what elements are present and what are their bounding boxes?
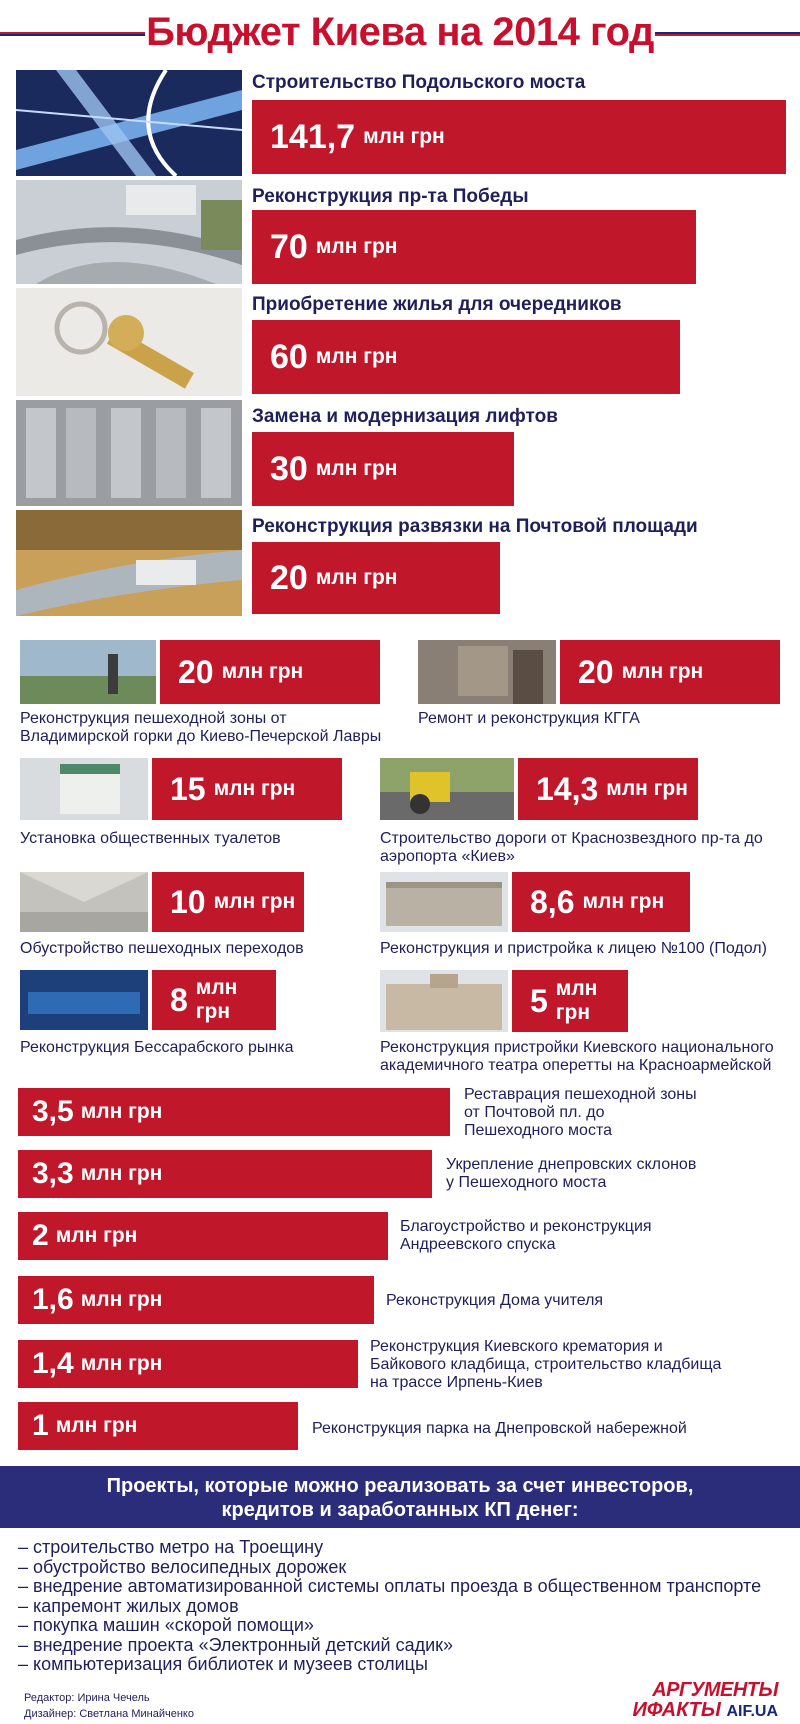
top-label-2: Реконструкция пр-та Победы (252, 186, 529, 207)
grid-label-7: Реконструкция Бессарабского рынка (20, 1039, 294, 1056)
bottom-bar-2 (18, 1150, 432, 1198)
list-item: – компьютеризация библиотек и музеев столицы (18, 1654, 428, 1674)
grid-bar-unit-1: млн грн (221, 660, 304, 683)
bottom-label-3-line1: Благоустройство и реконструкция (400, 1218, 652, 1235)
logo-line1: АРГУМЕНТЫ (652, 1679, 778, 1701)
operetta-theatre-photo (380, 970, 508, 1032)
bottom-bar-unit-5: млн грн (80, 1352, 163, 1375)
bottom-bar-unit-3: млн грн (55, 1224, 138, 1247)
grid-label-8-line1: Реконструкция пристройки Киевского национального (380, 1039, 774, 1056)
top-bar-value-5: 20 (270, 558, 308, 597)
credits (24, 1690, 194, 1722)
bottom-label-1-line2: от Почтовой пл. до (464, 1104, 605, 1121)
bottom-label-5-line2: Байкового кладбища, строительство кладбища (370, 1356, 722, 1373)
grid-bar-1 (160, 640, 380, 704)
bottom-bar-3 (18, 1212, 388, 1260)
bottom-bar-value-4: 1,6 (32, 1283, 74, 1316)
top-bar-unit-5: млн грн (315, 566, 398, 589)
list-item: – строительство метро на Троещину (18, 1537, 324, 1557)
bottom-bar-value-1: 3,5 (32, 1095, 74, 1128)
top-bar-unit-4: млн грн (315, 457, 398, 480)
top-bar-value-2: 70 (270, 227, 308, 266)
grid-label-4-line2: аэропорта «Киев» (380, 848, 515, 865)
grid-bar-3 (152, 758, 342, 820)
top-bar-1 (252, 100, 786, 174)
logo-domain: AIF.UA (726, 1703, 778, 1720)
grid-bar-4 (518, 758, 698, 820)
bottom-bar-value-3: 2 (32, 1219, 49, 1252)
investors-heading-line2: кредитов и заработанных КП денег: (221, 1499, 579, 1521)
grid-label-5: Обустройство пешеходных переходов (20, 940, 304, 957)
grid-bar-7 (152, 970, 276, 1030)
top-bar-5 (252, 542, 500, 614)
grid-bar-8 (512, 970, 628, 1032)
grid-bar-value-8: 5 (530, 982, 548, 1019)
top-bar-value-4: 30 (270, 449, 308, 488)
grid-bar-value-5: 10 (170, 883, 206, 920)
grid-bar-unit-7: млн грн (195, 976, 238, 1023)
elevators-photo (16, 400, 242, 506)
bottom-label-2-line2: у Пешеходного моста (446, 1174, 607, 1191)
grid-bar-unit-8: млн грн (555, 977, 598, 1024)
postal-square-photo (16, 510, 242, 616)
lyceum-photo (380, 872, 508, 932)
bottom-bar-value-5: 1,4 (32, 1347, 74, 1380)
grid-bar-unit-3: млн грн (213, 777, 296, 800)
top-bar-value-1: 141,7 (270, 117, 356, 156)
list-item: – капремонт жилых домов (18, 1595, 239, 1616)
top-bar-value-3: 60 (270, 337, 308, 376)
header (0, 0, 800, 66)
grid-label-2: Ремонт и реконструкция КГГА (418, 710, 640, 727)
grid-bar-value-3: 15 (170, 770, 206, 807)
investors-heading (0, 1466, 800, 1528)
list-item: – покупка машин «скорой помощи» (18, 1615, 314, 1635)
top-bar-unit-1: млн грн (363, 125, 445, 148)
grid-bar-6 (512, 872, 690, 932)
top-bar-unit-2: млн грн (315, 235, 398, 258)
grid-label-3: Установка общественных туалетов (20, 830, 281, 847)
grid-bar-value-2: 20 (578, 653, 614, 690)
underpass-photo (20, 872, 148, 932)
bottom-bar-unit-2: млн грн (80, 1162, 163, 1185)
bottom-label-3 (400, 1218, 652, 1254)
top-label-5: Реконструкция развязки на Почтовой площади (252, 516, 698, 537)
top-label-4: Замена и модернизация лифтов (252, 406, 558, 427)
grid-bar-value-7: 8 (170, 981, 188, 1018)
bottom-bar-value-2: 3,3 (32, 1157, 74, 1190)
grid-bar-value-4: 14,3 (536, 770, 599, 807)
bottom-bar-5 (18, 1340, 358, 1388)
bessarabsky-market-photo (20, 970, 148, 1030)
grid-label-4 (380, 830, 763, 866)
pobedy-avenue-photo (16, 180, 242, 284)
podolsky-bridge-photo (16, 70, 242, 176)
toilets-photo (20, 758, 148, 820)
grid-label-1-line2: Владимирской горки до Киево-Печерской Лавры (20, 728, 382, 745)
page-title: Бюджет Киева на 2014 год (146, 10, 654, 54)
investors-list (18, 1538, 761, 1675)
top-label-3: Приобретение жилья для очередников (252, 294, 622, 315)
logo-line2-text: ИФАКТЫ (632, 1699, 721, 1721)
kgga-photo (418, 640, 556, 704)
bottom-label-5-line1: Реконструкция Киевского крематория и (370, 1338, 663, 1355)
grid-bar-unit-5: млн грн (213, 890, 296, 913)
bottom-bar-4 (18, 1276, 374, 1324)
designer-credit: Дизайнер: Светлана Минайченко (24, 1708, 194, 1720)
bottom-label-2 (446, 1156, 696, 1192)
grid-bar-2 (560, 640, 780, 704)
grid-bar-unit-6: млн грн (582, 890, 665, 913)
top-bar-4 (252, 432, 514, 506)
bottom-bar-unit-6: млн грн (55, 1414, 138, 1437)
vladimir-hill-photo (20, 640, 156, 704)
grid-label-1 (20, 710, 381, 746)
grid-bar-unit-4: млн грн (606, 777, 688, 800)
road-roller-photo (380, 758, 514, 820)
investors-heading-line1: Проекты, которые можно реализовать за счет инвесторов, (106, 1475, 694, 1497)
list-item: – внедрение автоматизированной системы оплаты проезда в общественном транспорте (18, 1576, 762, 1596)
top-bar-3 (252, 320, 680, 394)
bottom-label-5-line3: на трассе Ирпень-Киев (370, 1374, 543, 1391)
bottom-label-3-line2: Андреевского спуска (400, 1236, 556, 1253)
top-label-1: Строительство Подольского моста (252, 72, 586, 93)
grid-bar-5 (152, 872, 304, 932)
grid-label-6: Реконструкция и пристройка к лицею №100 (Подол) (380, 940, 767, 957)
top-bar-unit-3: млн грн (315, 345, 398, 368)
bottom-label-4: Реконструкция Дома учителя (386, 1292, 604, 1309)
list-item: – внедрение проекта «Электронный детский садик» (18, 1634, 454, 1655)
top-bar-2 (252, 210, 696, 284)
bottom-label-1-line3: Пешеходного моста (464, 1122, 612, 1139)
bottom-label-1-line1: Реставрация пешеходной зоны (464, 1086, 697, 1103)
keys-photo (16, 288, 242, 396)
bottom-label-6: Реконструкция парка на Днепровской набережной (312, 1420, 687, 1437)
editor-credit: Редактор: Ирина Чечель (24, 1692, 150, 1704)
bottom-bar-value-6: 1 (32, 1409, 49, 1442)
aif-logo (632, 1680, 778, 1722)
list-item: – обустройство велосипедных дорожек (18, 1556, 347, 1577)
bottom-bar-unit-4: млн грн (80, 1288, 163, 1311)
grid-bar-unit-2: млн грн (621, 660, 704, 683)
bottom-label-2-line1: Укрепление днепровских склонов (446, 1156, 697, 1173)
title-rule-right (655, 32, 800, 36)
grid-label-8 (380, 1039, 774, 1075)
grid-bar-value-1: 20 (178, 653, 214, 690)
bottom-label-1 (464, 1086, 697, 1140)
bottom-label-5 (370, 1338, 721, 1392)
grid-label-4-line1: Строительство дороги от Краснозвездного пр-та до (380, 830, 763, 847)
bottom-bar-1 (18, 1088, 450, 1136)
grid-label-1-line1: Реконструкция пешеходной зоны от (20, 710, 287, 727)
logo-line2 (632, 1700, 778, 1722)
grid-label-8-line2: академичного театра оперетты на Красноармейской (380, 1057, 772, 1074)
bottom-bar-unit-1: млн грн (80, 1100, 163, 1123)
bottom-bar-6 (18, 1402, 298, 1450)
grid-bar-value-6: 8,6 (530, 883, 575, 920)
